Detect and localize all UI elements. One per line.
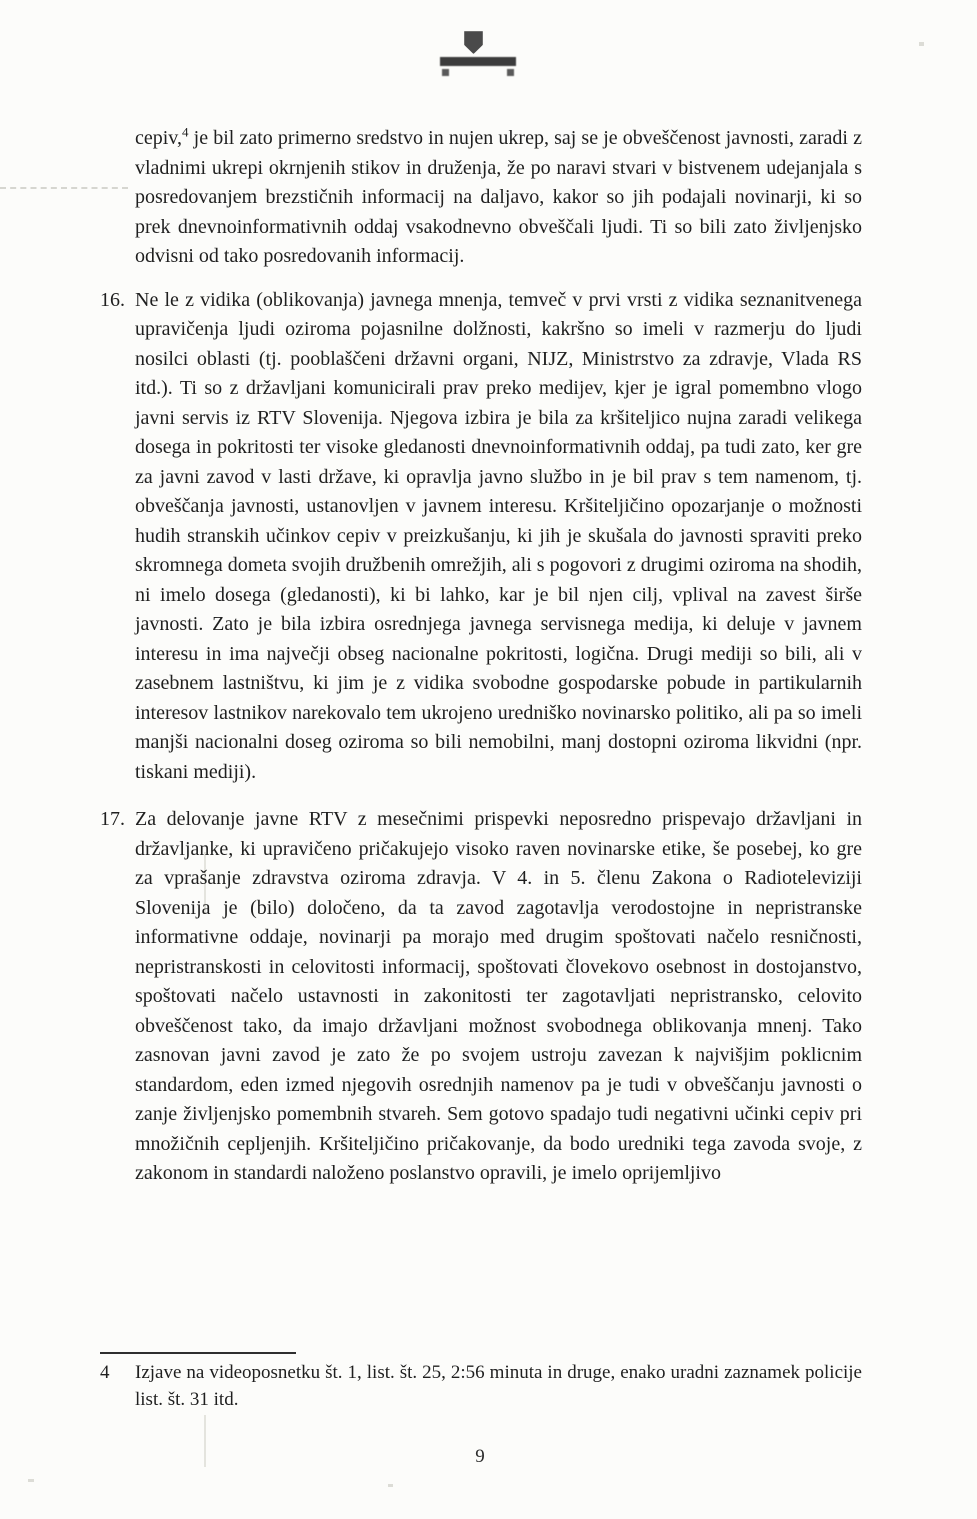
letterhead-mark-left (442, 69, 449, 76)
paragraph-continuation (135, 124, 862, 272)
coat-of-arms-shield-icon (464, 31, 483, 54)
footnote-section (100, 1352, 862, 1413)
paragraph-number: 16. (100, 288, 125, 311)
footnote-text: Izjave na videoposnetku št. 1, list. št. 25, 2:56 minuta in druge, enako uradni zaznamek policije list. št. 31 itd. (135, 1362, 862, 1410)
paragraph-text: Ne le z vidika (oblikovanja) javnega mnenja, temveč v prvi vrsti z vidika seznanitvenega upravičenja ljudi oziroma pojasnilne dolžnosti, kakršno so imeli v razmerju do ljudi nosilci oblasti (tj. pooblaščeni državni organi, NIJZ, Ministrstvo za zdravje, Vlada RS itd.). Ti so z državljani komunicirali prav preko medijev, kjer je igral pomembno vlogo javni servis iz RTV Slovenija. Njegova izbira je bila za kršiteljico nujna zaradi velikega dosega in pokritosti ter visoke gledanosti dnevnoinformativnih oddaj, pa tudi zato, ker gre za javni zavod v lasti države, ki opravlja javno službo in je bil prav s tem namenom, tj. obveščanja javnosti, ustanovljen v javnem interesu. Kršiteljičino opozarjanje o možnosti hudih stranskih učinkov cepiv v preizkušanju, ki jih je skušala do javnosti spraviti preko skromnega dometa svojih družbenih omrežjih, ali s pogovori z drugimi oziroma na shodih, ni imelo dosega (gledanosti), ki bi lahko, kar je bil njen cilj, vplival na zavest širše javnosti. Zato je bila izbira osrednjega javnega servisnega medija, ki deluje v javnem interesu in ima največji obseg nacionalne pokritosti, logična. Drugi mediji so bili, ali v zasebnem lastništvu, ki jim je z vidika svobodne gospodarske pobude in partikularnih interesov lastnikov narekovalo tem ukrojeno uredniško novinarsko politiko, ali pa so imeli manjši nacionalni doseg oziroma so bili nemobilni, manj dostopni oziroma likvidni (npr. tiskani mediji). (135, 288, 862, 783)
numbered-paragraph-16 (100, 286, 862, 788)
scan-artifact-speck (388, 1484, 393, 1487)
paragraph-text: Za delovanje javne RTV z mesečnimi prispevki neposredno prispevajo državljani in državljanke, ki upravičeno pričakujejo visoko raven novinarske etike, še posebej, ko gre za vprašanje zdravstva oziroma zdravja. V 4. in 5. členu Zakona o Radioteleviziji Slovenija je (bilo) določeno, da ta zavod zagotavlja verodostojne in nepristranske informativne oddaje, novinarji pa morajo med drugim spoštovati načelo resničnosti, nepristranskosti in celovitosti informacij, spoštovati človekovo osebnost in dostojanstvo, spoštovati načelo ustavnosti in zakonitosti ter zagotavljati nepristransko, celovito obveščenost tako, da imajo državljani možnost svobodnega oblikovanja mnenj. Tako zasnovan javni zavod je zato že po svojem ustroju zavezan k najvišjim poklicnim standardom, eden izmed njegovih osrednjih namenov pa je tudi v obveščanju javnosti o zanje življenjsko pomembnih stvareh. Sem gotovo spadajo tudi negativni učinki cepiv pri množičnih cepljenjih. Kršiteljičino pričakovanje, da bodo uredniki tega zavoda svoje, z zakonom in standardi naloženo poslanstvo opravili, je imelo oprijemljivo (135, 808, 862, 1184)
paragraph-lead-word: cepiv, (135, 127, 183, 149)
document-body (100, 124, 862, 1207)
letterhead-bar (440, 57, 516, 66)
paragraph-number: 17. (100, 808, 125, 830)
footnote (100, 1359, 862, 1413)
footnote-reference-mark: 4 (182, 124, 189, 140)
footnote-number: 4 (100, 1362, 110, 1383)
letterhead (0, 0, 977, 95)
scan-artifact-speck (28, 1479, 34, 1482)
paragraph-text: je bil zato primerno sredstvo in nujen ukrep, saj se je obveščenost javnosti, zaradi z vladnimi ukrepi okrnjenih stikov in druženja, že po naravi stvari v bistvenem udejanjala s posredovanjem brezstičnih informacij na daljavo, kakor so jih podajali novinarji, ki so prek dnevnoinformativnih oddaj vsakodnevno obveščali ljudi. Ti so bili zato življenjsko odvisni od tako posredovanih informacij. (135, 127, 862, 267)
page-number: 9 (475, 1446, 485, 1467)
footnote-separator-rule (100, 1352, 296, 1354)
letterhead-mark-right (507, 69, 514, 76)
scan-artifact-speck (919, 42, 924, 46)
numbered-paragraph-17 (100, 805, 862, 1189)
